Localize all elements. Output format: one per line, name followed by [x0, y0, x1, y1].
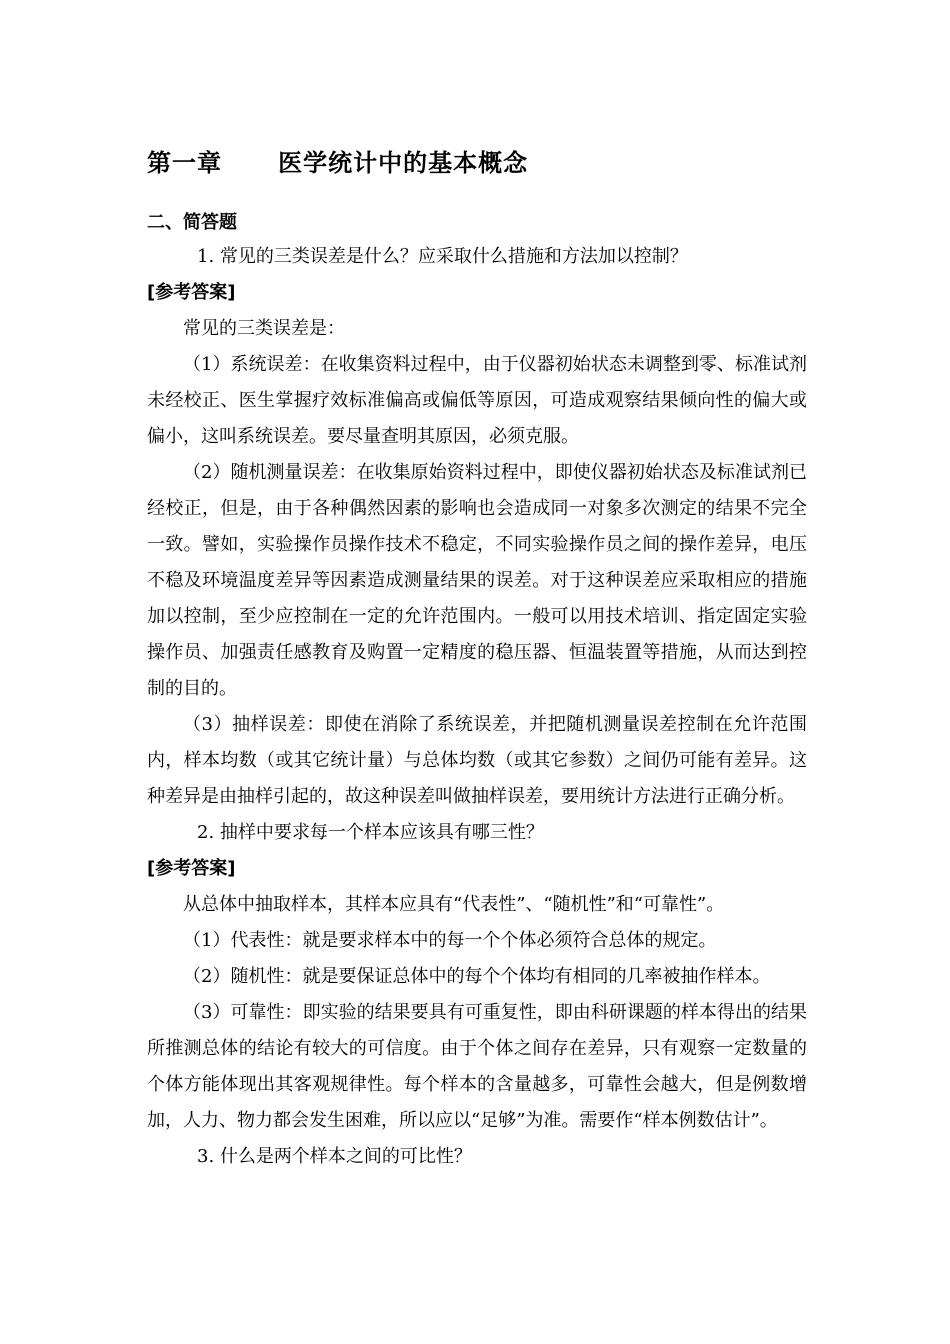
answer-2-item-representativeness: （1）代表性：就是要求样本中的每一个个体必须符合总体的规定。: [183, 930, 717, 951]
answer-1-intro: 常见的三类误差是：: [183, 318, 345, 339]
answer-1-item-random-error: （2）随机测量误差：在收集原始资料过程中，即使仪器初始状态及标准试剂已经校正，但是，由于各种偶然因素的影响也会造成同一对象多次测定的结果不完全一致。譬如，实验操作员操作技术不稳定，不同实验操作员之间的操作差异，电压不稳及环境温度差异等因素造成测量结果的误差。对于这种误差应采取相应的措施加以控制，至少应控制在一定的允许范围内。一般可以用技术培训、指定固定实验操作员、加强责任感教育及购置一定精度的稳压器、恒温装置等措施，从而达到控制的目的。: [147, 462, 807, 699]
answer-2-item-randomness: （2）随机性：就是要保证总体中的每个个体均有相同的几率被抽作样本。: [183, 966, 771, 987]
answer-label-1: [参考答案]: [147, 282, 236, 303]
answer-2-item-reliability: （3）可靠性：即实验的结果要具有可重复性，即由科研课题的样本得出的结果所推测总体的结论有较大的可信度。由于个体之间存在差异，只有观察一定数量的个体方能体现出其客观规律性。每个样本的含量越多，可靠性会越大，但是例数增加，人力、物力都会发生困难，所以应以“足够”为准。需要作“样本例数估计”。: [147, 1002, 807, 1131]
question-1: 1. 常见的三类误差是什么？应采取什么措施和方法加以控制？: [197, 246, 688, 267]
section-heading: 二、简答题: [147, 212, 237, 233]
answer-1-item-sampling-error: （3）抽样误差：即使在消除了系统误差，并把随机测量误差控制在允许范围内，样本均数（或其它统计量）与总体均数（或其它参数）之间仍可能有差异。这种差异是由抽样引起的，故这种误差叫做抽样误差，要用统计方法进行正确分析。: [147, 714, 807, 807]
answer-label-2: [参考答案]: [147, 858, 236, 879]
answer-2-intro: 从总体中抽取样本，其样本应具有“代表性”、“随机性”和“可靠性”。: [183, 894, 725, 915]
chapter-title: 第一章 医学统计中的基本概念: [147, 149, 529, 177]
question-2: 2. 抽样中要求每一个样本应该具有哪三性？: [197, 822, 544, 843]
answer-1-item-systematic-error: （1）系统误差：在收集资料过程中，由于仪器初始状态未调整到零、标准试剂未经校正、医生掌握疗效标准偏高或偏低等原因，可造成观察结果倾向性的偏大或偏小，这叫系统误差。要尽量查明其原因，必须克服。: [147, 354, 807, 447]
question-3: 3. 什么是两个样本之间的可比性？: [197, 1146, 472, 1167]
document-body: [147, 239, 807, 1175]
